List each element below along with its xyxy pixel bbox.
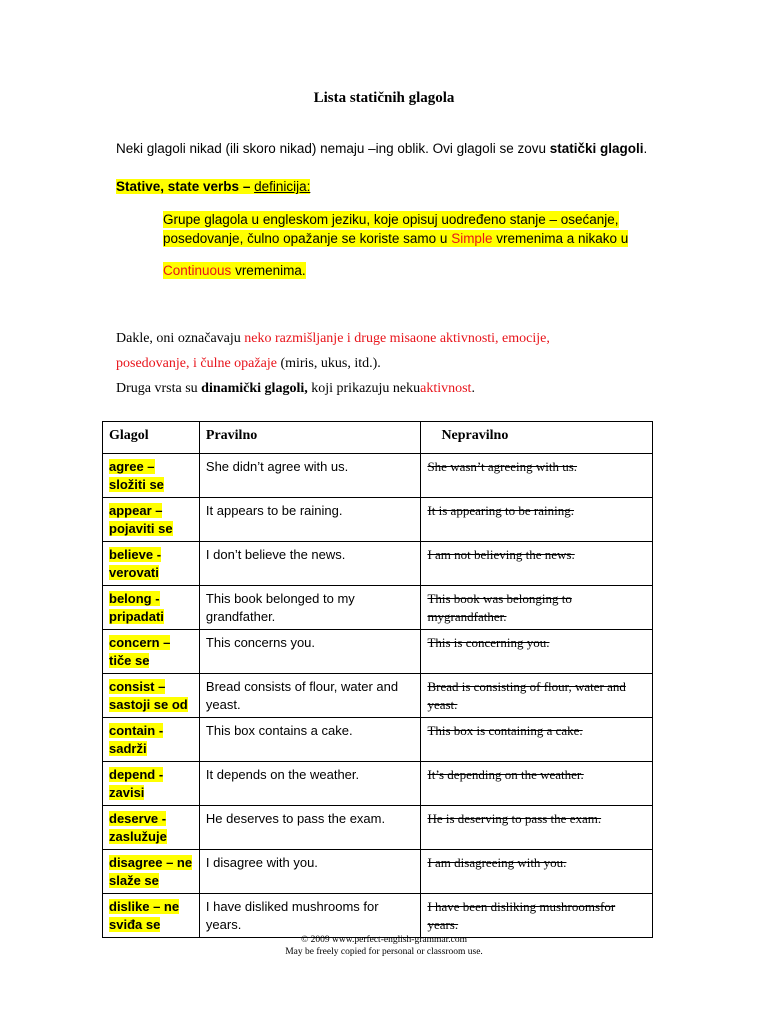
correct-example: I disagree with you. xyxy=(199,850,421,894)
p1-text: Dakle, oni označavaju xyxy=(116,331,245,346)
table-row xyxy=(103,630,653,674)
intro-end: . xyxy=(643,141,648,156)
verb-cell xyxy=(103,894,200,938)
table-row xyxy=(103,806,653,850)
correct-example: This box contains a cake. xyxy=(199,718,421,762)
correct-example: He deserves to pass the exam. xyxy=(199,806,421,850)
incorrect-example: He is deserving to pass the exam. xyxy=(421,806,653,850)
header-verb: Glagol xyxy=(103,422,200,454)
incorrect-example: I am not believing the news. xyxy=(421,542,653,586)
definition-line-2b: vremenima a nikako u xyxy=(492,231,629,246)
table-header-row xyxy=(103,422,653,454)
correct-example: She didn’t agree with us. xyxy=(199,454,421,498)
correct-example: I have disliked mushrooms for years. xyxy=(199,894,421,938)
verb-cell xyxy=(103,850,200,894)
verb-cell xyxy=(103,806,200,850)
footer-copyright: © 2009 www.perfect-english-grammar.com xyxy=(301,935,467,945)
verb-cell xyxy=(103,586,200,630)
verb-label: concern – tiče se xyxy=(109,635,171,668)
definition-continuous: Continuous xyxy=(163,263,232,278)
correct-example: It depends on the weather. xyxy=(199,762,421,806)
intro-paragraph xyxy=(116,139,656,158)
table-row xyxy=(103,586,653,630)
table-row xyxy=(103,542,653,586)
verb-label: contain - sadrži xyxy=(109,723,164,756)
verb-cell xyxy=(103,674,200,718)
correct-example: It appears to be raining. xyxy=(199,498,421,542)
table-row xyxy=(103,894,653,938)
p3-red-text: aktivnost xyxy=(420,381,472,396)
definition-block xyxy=(163,210,663,280)
p3-middle-text: koji prikazuju neku xyxy=(307,381,421,396)
incorrect-example: This book was belonging to mygrandfather. xyxy=(421,586,653,630)
verb-label: dislike – ne sviđa se xyxy=(109,899,180,932)
definition-line-3: vremenima. xyxy=(231,263,306,278)
correct-example: I don’t believe the news. xyxy=(199,542,421,586)
table-row xyxy=(103,498,653,542)
incorrect-example: Bread is consisting of flour, water and yeast. xyxy=(421,674,653,718)
paragraph-1 xyxy=(116,329,676,348)
verb-cell xyxy=(103,630,200,674)
verb-label: disagree – ne slaže se xyxy=(109,855,193,888)
p2-text: (miris, ukus, itd.). xyxy=(276,356,381,371)
correct-example: Bread consists of flour, water and yeast. xyxy=(199,674,421,718)
table-row xyxy=(103,454,653,498)
definition-heading-bold: Stative, state verbs – xyxy=(116,179,255,194)
verb-label: believe - verovati xyxy=(109,547,162,580)
paragraph-3 xyxy=(116,379,676,398)
verb-label: appear – pojaviti se xyxy=(109,503,173,536)
verb-label: consist – sastoji se od xyxy=(109,679,188,712)
verb-cell xyxy=(103,762,200,806)
incorrect-example: I am disagreeing with you. xyxy=(421,850,653,894)
incorrect-example: She wasn’t agreeing with us. xyxy=(421,454,653,498)
table-row xyxy=(103,850,653,894)
p3-end: . xyxy=(471,381,475,396)
incorrect-example: It is appearing to be raining. xyxy=(421,498,653,542)
p3-text: Druga vrsta su xyxy=(116,381,202,396)
intro-text: Neki glagoli nikad (ili skoro nikad) nemaju –ing oblik. Ovi glagoli se zovu xyxy=(116,141,550,156)
correct-example: This book belonged to my grandfather. xyxy=(199,586,421,630)
header-incorrect: Nepravilno xyxy=(421,422,653,454)
incorrect-example: It’s depending on the weather. xyxy=(421,762,653,806)
definition-simple: Simple xyxy=(451,231,493,246)
definition-line-2a: posedovanje, čulno opažanje se koriste samo u xyxy=(163,231,452,246)
header-correct: Pravilno xyxy=(199,422,421,454)
verb-label: belong - pripadati xyxy=(109,591,164,624)
table-row xyxy=(103,762,653,806)
incorrect-example: This is concerning you. xyxy=(421,630,653,674)
definition-heading xyxy=(116,177,310,196)
verb-cell xyxy=(103,498,200,542)
page-title: Lista statičnih glagola xyxy=(313,90,455,106)
verb-cell xyxy=(103,718,200,762)
verb-label: depend - zavisi xyxy=(109,767,164,800)
footer-usage-note: May be freely copied for personal or classroom use. xyxy=(285,947,483,957)
intro-bold-term: statički glagoli xyxy=(549,141,644,156)
table-row xyxy=(103,674,653,718)
footer xyxy=(0,934,768,958)
incorrect-example: I have been disliking mushroomsfor years. xyxy=(421,894,653,938)
definition-heading-underlined: definicija: xyxy=(254,179,311,194)
incorrect-example: This box is containing a cake. xyxy=(421,718,653,762)
paragraph-2 xyxy=(116,354,676,373)
verbs-table xyxy=(102,421,653,938)
definition-line-1: Grupe glagola u engleskom jeziku, koje opisuj uodređeno stanje – osećanje, xyxy=(163,212,619,227)
table-row xyxy=(103,718,653,762)
correct-example: This concerns you. xyxy=(199,630,421,674)
verb-label: agree – složiti se xyxy=(109,459,164,492)
verb-label: deserve - zaslužuje xyxy=(109,811,167,844)
p3-bold-text: dinamički glagoli, xyxy=(201,381,308,396)
p2-red-text: posedovanje, i čulne opažaje xyxy=(116,356,277,371)
p1-red-text: neko razmišljanje i druge misaone aktivnosti, emocije, xyxy=(244,331,550,346)
verb-cell xyxy=(103,454,200,498)
verb-cell xyxy=(103,542,200,586)
